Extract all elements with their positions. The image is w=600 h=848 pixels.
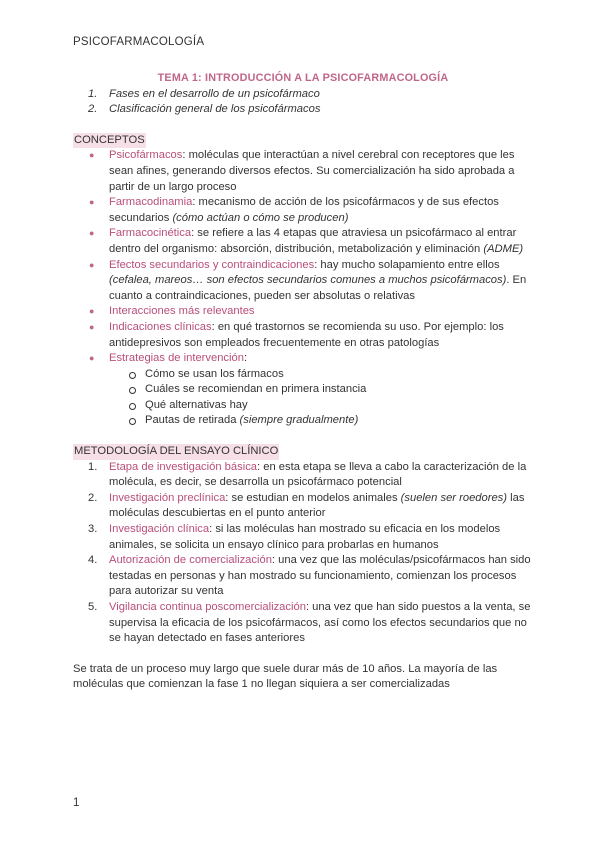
list-item <box>73 553 533 600</box>
concept-text: : mecanismo de acción de los psicofármacos y de sus efectos secundarios <box>109 196 499 224</box>
list-item <box>73 382 533 398</box>
list-item <box>73 226 533 257</box>
circle-bullet-icon <box>129 372 136 379</box>
subitem-text: Pautas de retirada <box>145 414 240 427</box>
list-item <box>73 522 533 553</box>
section-heading-conceptos: CONCEPTOS <box>73 133 146 149</box>
bullet-icon: ● <box>89 197 95 208</box>
concept-emphasis: (ADME) <box>483 242 524 255</box>
concept-text: : hay mucho solapamiento entre ellos <box>314 258 500 271</box>
concept-term: Estrategias de intervención <box>109 352 244 365</box>
list-item <box>73 258 533 305</box>
page-header: PSICOFARMACOLOGÍA <box>73 36 205 48</box>
concept-text: : en qué trastornos se recomienda su uso. Por ejemplo: los antidepresivos son empleados frecuentemente en otras patologías <box>109 320 504 349</box>
bullet-icon: ● <box>89 228 95 239</box>
subitem-text: Cómo se usan los fármacos <box>145 367 284 380</box>
bullet-icon: ● <box>89 321 95 332</box>
list-item <box>73 351 533 367</box>
list-item <box>73 398 533 414</box>
methodology-list <box>73 460 533 647</box>
list-item <box>73 413 533 429</box>
bullet-icon: ● <box>89 150 95 161</box>
page-title: TEMA 1: INTRODUCCIÓN A LA PSICOFARMACOLOGÍA <box>157 72 449 84</box>
concept-text-after: . En cuanto a contraindicaciones, pueden ser absolutas o relativas <box>109 274 527 302</box>
subitem-text: Qué alternativas hay <box>145 398 248 411</box>
list-item <box>73 148 533 195</box>
concept-term: Interacciones más relevantes <box>109 305 255 318</box>
section-heading-metodologia: METODOLOGÍA DEL ENSAYO CLÍNICO <box>73 444 279 460</box>
subitem-emphasis: (siempre gradualmente) <box>239 414 359 427</box>
list-item <box>73 367 533 383</box>
step-text: : una vez que las moléculas/psicofármacos han sido testadas en personas y han mostrado su funcionamiento, comienzan los procesos para autorizar su venta <box>109 554 531 598</box>
subitem-text: Cuáles se recomiendan en primera instancia <box>145 383 367 396</box>
bullet-icon: ● <box>89 306 95 317</box>
concept-term: Farmacocinética <box>109 227 192 240</box>
list-item <box>73 304 533 320</box>
concept-text: : se refiere a las 4 etapas que atraviesa un psicofármaco al entrar dentro del organismo: absorción, distribución, metabolización y eliminación <box>109 227 517 255</box>
step-term: Vigilancia continua poscomercialización <box>109 601 306 613</box>
list-item <box>73 320 533 351</box>
step-number: 5. <box>88 601 98 613</box>
bullet-icon: ● <box>89 353 95 364</box>
list-item <box>73 600 533 647</box>
concept-text: : moléculas que interactúan a nivel cerebral con receptores que les sean afines, generando diversos efectos. Su comercialización ha sido aprobada a partir de un largo proceso <box>109 149 515 193</box>
concept-emphasis: (cómo actúan o cómo se producen) <box>172 211 349 224</box>
step-term: Etapa de investigación básica <box>109 460 258 473</box>
bullet-icon: ● <box>89 259 95 270</box>
list-item <box>73 460 533 491</box>
step-text-after: las moléculas descubiertas en el punto anterior <box>109 491 525 520</box>
step-number: 1. <box>88 460 98 473</box>
step-number: 3. <box>88 523 98 536</box>
concept-text: : <box>243 352 248 365</box>
list-item <box>73 195 533 226</box>
document-body <box>73 71 533 704</box>
closing-paragraph: Se trata de un proceso muy largo que suele durar más de 10 años. La mayoría de las moléculas que comienzan la fase 1 no llegan siquiera a ser comercializadas <box>73 662 498 691</box>
circle-bullet-icon <box>129 418 136 425</box>
step-term: Autorización de comercialización <box>109 554 272 567</box>
toc-text: Clasificación general de los psicofármacos <box>109 103 321 116</box>
concept-emphasis: (cefalea, mareos… son efectos secundarios comunes a muchos psicofármacos) <box>109 274 507 287</box>
table-of-contents <box>73 87 533 118</box>
toc-item <box>73 87 533 103</box>
concept-term: Efectos secundarios y contraindicaciones <box>109 258 315 271</box>
step-emphasis: (suelen ser roedores) <box>400 491 508 504</box>
step-number: 2. <box>88 491 98 504</box>
list-item <box>73 491 533 522</box>
concepts-list <box>73 148 533 366</box>
concept-term: Psicofármacos <box>109 149 183 162</box>
step-text: : se estudian en modelos animales <box>225 491 401 504</box>
step-term: Investigación clínica <box>109 523 210 536</box>
step-term: Investigación preclínica <box>109 491 226 504</box>
toc-item <box>73 102 533 118</box>
strategies-sublist <box>73 367 533 429</box>
toc-number: 1. <box>88 87 98 100</box>
concept-term: Indicaciones clínicas <box>109 320 212 333</box>
step-number: 4. <box>88 554 98 567</box>
circle-bullet-icon <box>129 387 136 394</box>
toc-text: Fases en el desarrollo de un psicofármaco <box>109 87 320 100</box>
step-text: : una vez que han sido puestos a la venta, se supervisa la eficacia de los psicofármacos, así como los efectos secundarios que no se hayan detectado en fases anteriores <box>109 601 531 645</box>
circle-bullet-icon <box>129 403 136 410</box>
page-number: 1 <box>73 797 80 809</box>
concept-term: Farmacodinamia <box>109 196 193 209</box>
step-text: : si las moléculas han mostrado su eficacia en los modelos animales, se solicita un ensayo clínico para probarlas en humanos <box>109 523 501 551</box>
step-text: : en esta etapa se lleva a cabo la caracterización de la molécula, es decir, se desarrolla un psicofármaco potencial <box>109 460 527 489</box>
toc-number: 2. <box>88 103 98 116</box>
